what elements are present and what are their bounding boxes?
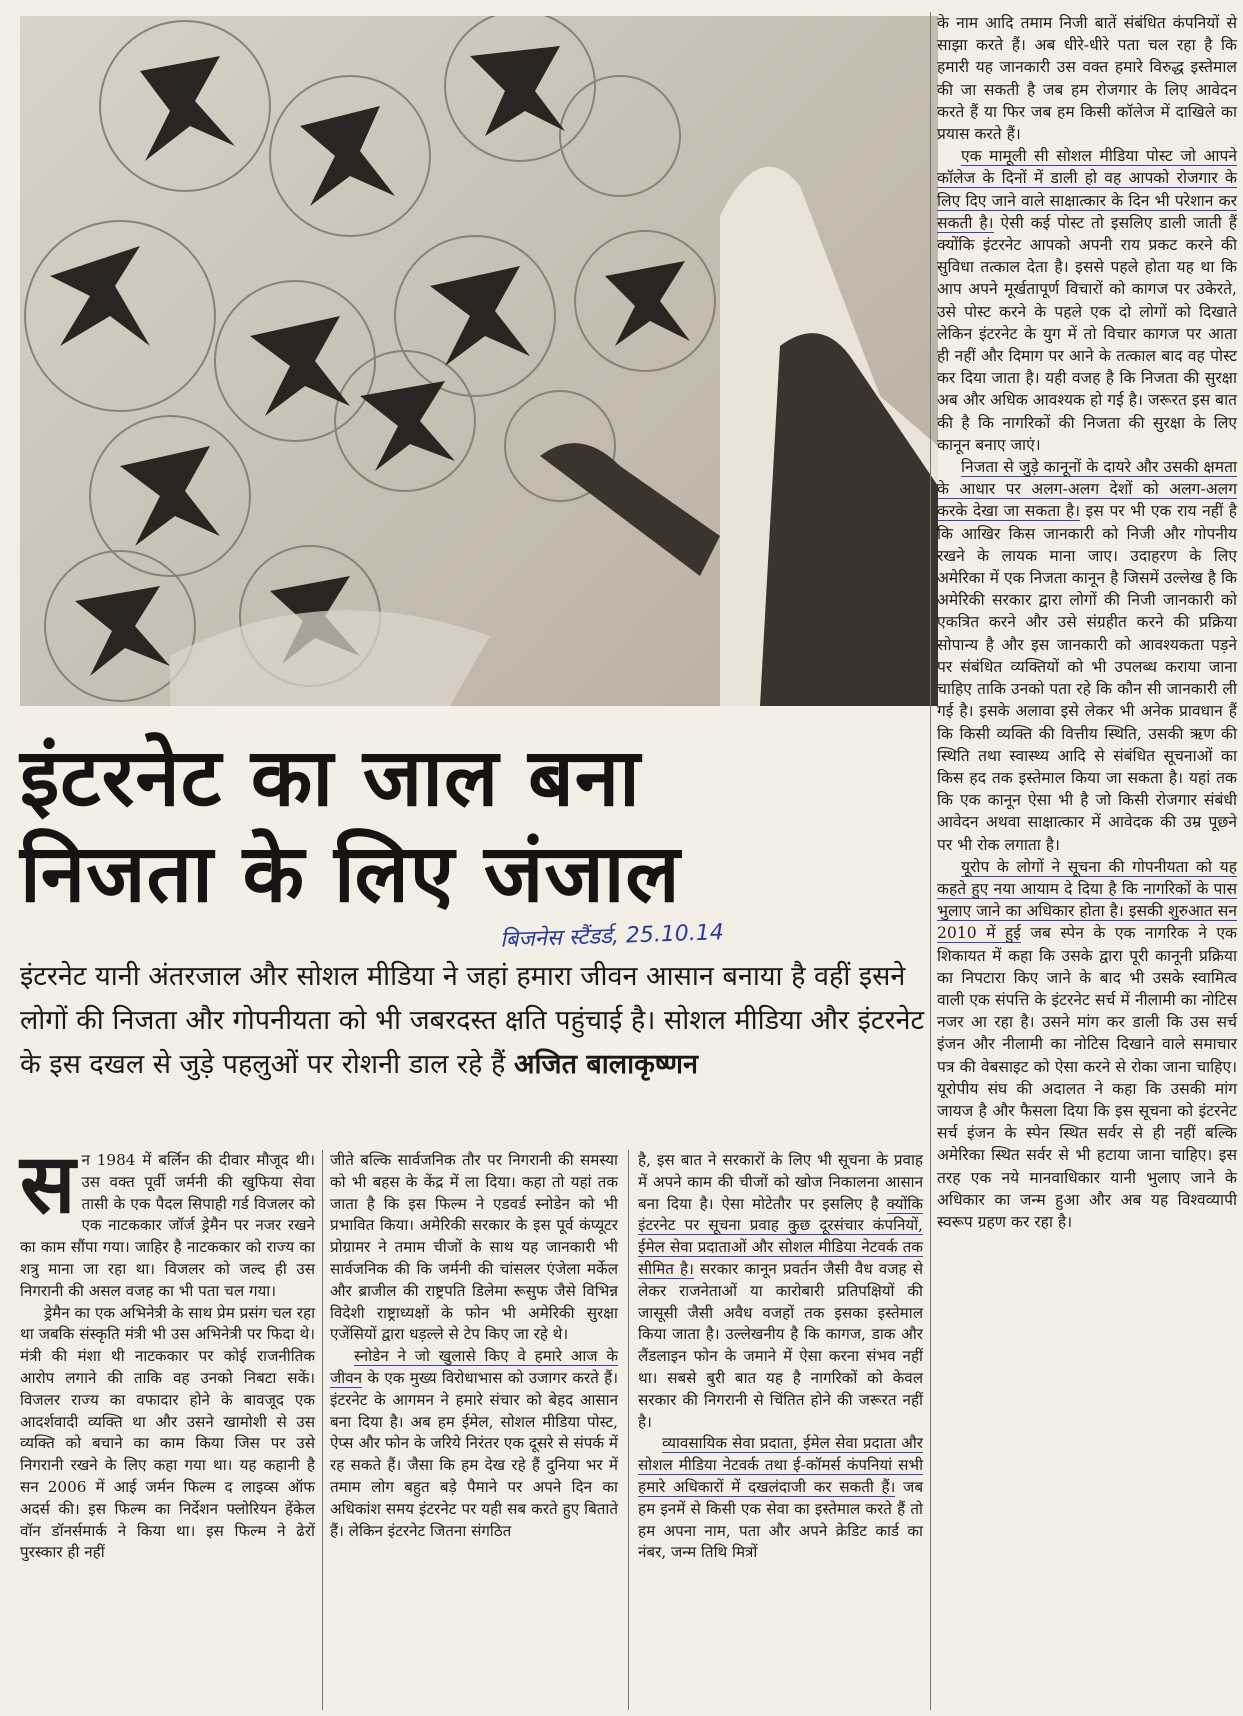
underlined-passage: स्नोडेन ने जो खुलासे किए वे हमारे आज के जीवन [330, 1347, 618, 1387]
paragraph: व्यावसायिक सेवा प्रदाता, ईमेल सेवा प्रदाता और सोशल मीडिया नेटवर्क तथा ई-कॉमर्स कंपनियां सभी हमारे अधिकारों में दखलंदाजी कर सकती हैं। जब हम इनमें से किसी एक सेवा का इस्तेमाल करते हैं तो हम अपना नाम, पता और अपने क्रेडिट कार्ड का नंबर, जन्म तिथि मित्रों [638, 1434, 923, 1562]
column-rule-2 [628, 1150, 629, 1710]
paragraph: ड्रेमैन का एक अभिनेत्री के साथ प्रेम प्रसंग चल रहा था जबकि संस्कृति मंत्री भी उस अभिनेत्री पर फिदा थे। मंत्री की मंशा थी नाटककार पर कोई राजनीतिक आरोप लगाने की ताकि वह उनको निबटा सकें। विजलर राज्य का वफादार होने के बावजूद एक आदर्शवादी व्यक्ति था और उसने खामोशी से उस व्यक्ति को बचाने का काम किया जिस पर उसे निगरानी रखने के लिए कहा गया था। यह कहानी है सन 2006 में आई जर्मन फिल्म द लाइव्स ऑफ अदर्स की। इस फिल्म का निर्देशन फ्लोरियन हेंकेल वॉन डॉनर्समार्क ने किया था। इस फिल्म ने ढेरों पुरस्कार ही नहीं [20, 1303, 315, 1562]
author-name: अजित बालाकृष्णन [513, 1049, 699, 1080]
article-column-3 [638, 1150, 923, 1564]
drop-cap: स [20, 1137, 76, 1232]
column-rule-1 [322, 1150, 323, 1710]
illustration-credit: विनय सिन्हा [858, 695, 901, 706]
paragraph: स्नोडेन ने जो खुलासे किए वे हमारे आज के जीवन के एक मुख्य विरोधाभास को उजागर करते हैं। इंटरनेट के आगमन ने हमारे संचार को बेहद आसान बना दिया है। अब हम ईमेल, सोशल मीडिया पोस्ट, ऐप्स और फोन के जरिये निरंतर एक दूसरे से संपर्क में रह सकते हैं। जैसा कि हम देख रहे हैं दुनिया भर में तमाम लोग बहुत बड़े पैमाने पर अपने दिन का अधिकांश समय इंटरनेट पर यही सब करते हुए बिताते हैं। लेकिन इंटरनेट जितना संगठित [330, 1347, 618, 1540]
headline-line-1: इंटरनेट का जाल बना [20, 731, 641, 824]
paragraph: एक मामूली सी सोशल मीडिया पोस्ट जो आपने कॉलेज के दिनों में डाली हो वह आपको रोजगार के लिए दिए जाने वाले साक्षात्कार के दिन भी परेशान कर सकती है। ऐसी कई पोस्ट तो इसलिए डाली जाती हैं क्योंकि इंटरनेट आपको अपनी राय प्रकट करने की सुविधा तत्काल देता है। इससे पहले होता यह था कि आप अपने मूर्खतापूर्ण विचारों को कागज पर उकेरते, उसे पोस्ट करने के पहले एक दो लोगों को दिखाते लेकिन इंटरनेट के युग में तो विचार कागज पर आता ही नहीं और दिमाग पर आने के तत्काल बाद वह पोस्ट कर दिया जाता है। यही वजह है कि निजता की सुरक्षा अब और अधिक आवश्यक हो गई है। जरूरत इस बात की है कि नागरिकों की निजता की सुरक्षा के लिए कानून बनाए जाएं। [937, 147, 1238, 454]
article-headline [20, 730, 910, 922]
article-column-4 [937, 12, 1237, 1233]
underlined-passage: यूरोप के लोगों ने सूचना की गोपनीयता को यह कहते हुए नया आयाम दे दिया है कि नागरिकों के पास भुलाए जाने का अधिकार होता है। इसकी शुरुआत सन 2010 में हुई [937, 857, 1237, 943]
underlined-passage: एक मामूली सी सोशल मीडिया पोस्ट जो आपने कॉलेज के दिनों में डाली हो वह आपको रोजगार के लिए दिए जाने वाले साक्षात्कार के दिन भी परेशान कर सकती है। [937, 147, 1237, 232]
underlined-passage: व्यावसायिक सेवा प्रदाता, ईमेल सेवा प्रदाता और सोशल मीडिया नेटवर्क तथा ई-कॉमर्स कंपनियां सभी हमारे अधिकारों में दखलंदाजी कर सकती हैं। [638, 1434, 923, 1496]
underlined-passage: निजता से जुड़े कानूनों के दायरे और उसकी क्षमता के आधार पर अलग-अलग देशों को अलग-अलग करके देखा जा सकता है। [937, 458, 1237, 521]
underlined-passage: क्योंकि इंटरनेट पर सूचना प्रवाह कुछ दूरसंचार कंपनियों, ईमेल सेवा प्रदाताओं और सोशल मीडिया नेटवर्क तक सीमित है। [638, 1194, 923, 1278]
column-rule-3 [930, 12, 931, 1710]
paragraph: सन 1984 में बर्लिन की दीवार मौजूद थी। उस वक्त पूर्वी जर्मनी की खुफिया सेवा तासी के एक पैदल सिपाही गर्ड विजलर को एक नाटककार जॉर्ज ड्रेमैन पर नजर रखने का काम सौंपा गया। जाहिर है नाटककार को राज्य का शत्रु माना जा रहा था। विजलर को जल्द ही उस निगरानी की असल वजह का भी पता चल गया। [20, 1137, 315, 1300]
paragraph: यूरोप के लोगों ने सूचना की गोपनीयता को यह कहते हुए नया आयाम दे दिया है कि नागरिकों के पास भुलाए जाने का अधिकार होता है। इसकी शुरुआत सन 2010 में हुई जब स्पेन के एक नागरिक ने एक शिकायत में कहा कि उसके द्वारा पूरी कानूनी प्रक्रिया का निपटारा किए जाने के बाद भी उसके स्वामित्व वाली एक संपत्ति के इंटरनेट सर्च में नीलामी का नोटिस नजर आ रहा है। उसने मांग कर डाली कि उस सर्च इंजन और नीलामी का नोटिस दिखाने वाले समाचार पत्र की वेबसाइट को ऐसा करने से रोका जाना चाहिए। यूरोपीय संघ की अदालत ने कहा कि उसकी मांग जायज है और फैसला दिया कि इस सूचना को इंटरनेट सर्च इंजन के स्पेन स्थित सर्वर से ही नहीं बल्कि अमेरिका स्थित सर्वर से भी हटाया जाना चाहिए। इस तरह एक नये मानवाधिकार यानी भुलाए जाने के अधिकार का जन्म हुआ और अब यह विश्वव्यापी स्वरूप ग्रहण कर रहा है। [937, 857, 1237, 1231]
illustration-svg [20, 16, 938, 706]
article-intro [20, 955, 925, 1087]
intro-text: इंटरनेट यानी अंतरजाल और सोशल मीडिया ने जहां हमारा जीवन आसान बनाया है वहीं इसने लोगों की निजता और गोपनीयता को भी जबरदस्त क्षति पहुंचाई है। सोशल मीडिया और इंटरनेट के इस दखल से जुड़े पहलुओं पर रोशनी डाल रहे हैं [20, 961, 925, 1080]
handwritten-source-note: बिजनेस स्टैंडर्ड, 25.10.14 [499, 920, 725, 953]
paragraph: के नाम आदि तमाम निजी बातें संबंधित कंपनियों से साझा करते हैं। अब धीरे-धीरे पता चल रहा है कि हमारी यह जानकारी उस वक्त हमारे विरुद्ध इस्तेमाल की जा सकती है जब हम रोजगार के लिए आवेदन करते हैं या फिर जब हम किसी कॉलेज में दाखिले का प्रयास करते हैं। [937, 14, 1237, 144]
article-column-2 [330, 1150, 618, 1542]
paragraph: निजता से जुड़े कानूनों के दायरे और उसकी क्षमता के आधार पर अलग-अलग देशों को अलग-अलग करके देखा जा सकता है। इस पर भी एक राय नहीं है कि आखिर किस जानकारी को निजी और गोपनीय रखने के लायक माना जाए। उदाहरण के लिए अमेरिका में एक निजता कानून है जिसमें उल्लेख है कि अमेरिकी सरकार द्वारा लोगों की निजी जानकारी को एकत्रित करने और उसे संग्रहीत करने की प्रक्रिया सोपान्य है और इस जानकारी को आवश्यकता पड़ने पर संबंधित व्यक्तियों को भी उपलब्ध कराया जाना चाहिए ताकि उनको पता रहे कि कौन सी जानकारी ली गई है। इसके अलावा इसे लेकर भी अनेक प्रावधान हैं कि किसी व्यक्ति की वित्तीय स्थिति, उसकी ऋण की स्थिति तथा स्वास्थ्य आदि से संबंधित सूचनाओं का किस हद तक इस्तेमाल किया जा सकता है। यहां तक कि एक कानून ऐसा भी है जो किसी रोजगार संबंधी आवेदन अथवा साक्षात्कार में आवेदक की उम्र पूछने पर भी रोक लगाता है। [937, 458, 1237, 854]
paragraph: जीते बल्कि सार्वजनिक तौर पर निगरानी की समस्या को भी बहस के केंद्र में ला दिया। कहा तो यहां तक जाता है कि इस फिल्म ने एडवर्ड स्नोडेन को भी प्रभावित किया। अमेरिकी सरकार के इस पूर्व कंप्यूटर प्रोग्रामर ने तमाम चीजों के साथ यह जानकारी भी सार्वजनिक की कि जर्मनी की चांसलर एंजेला मर्केल और ब्राजील की राष्ट्रपति डिलेमा रूसुफ जैसे विभिन्न विदेशी राष्ट्राध्यक्षों के फोन भी अमेरिकी सुरक्षा एजेंसियों द्वारा धड़ल्ले से टेप किए जा रहे थे। [330, 1151, 618, 1344]
headline-line-2: निजता के लिए जंजाल [20, 827, 681, 920]
article-column-1 [20, 1137, 315, 1564]
paragraph: है, इस बात ने सरकारों के लिए भी सूचना के प्रवाह में अपने काम की चीजों को खोज निकालना आसान बना दिया है। ऐसा मोटेतौर पर इसलिए है क्योंकि इंटरनेट पर सूचना प्रवाह कुछ दूरसंचार कंपनियों, ईमेल सेवा प्रदाताओं और सोशल मीडिया नेटवर्क तक सीमित है। सरकार कानून प्रवर्तन जैसी वैध वजह से लेकर राजनेताओं या कारोबारी प्रतिपक्षियों की जासूसी जैसी अवैध वजहों तक इसका इस्तेमाल किया जाता है। उल्लेखनीय है कि कागज, डाक और लैंडलाइन फोन के जमाने में ऐसा करना संभव नहीं था। सबसे बुरी बात यह है नागरिकों को केवल सरकार की निगरानी से चिंतित होने की जरूरत नहीं है। [638, 1151, 923, 1431]
article-illustration [20, 16, 938, 706]
